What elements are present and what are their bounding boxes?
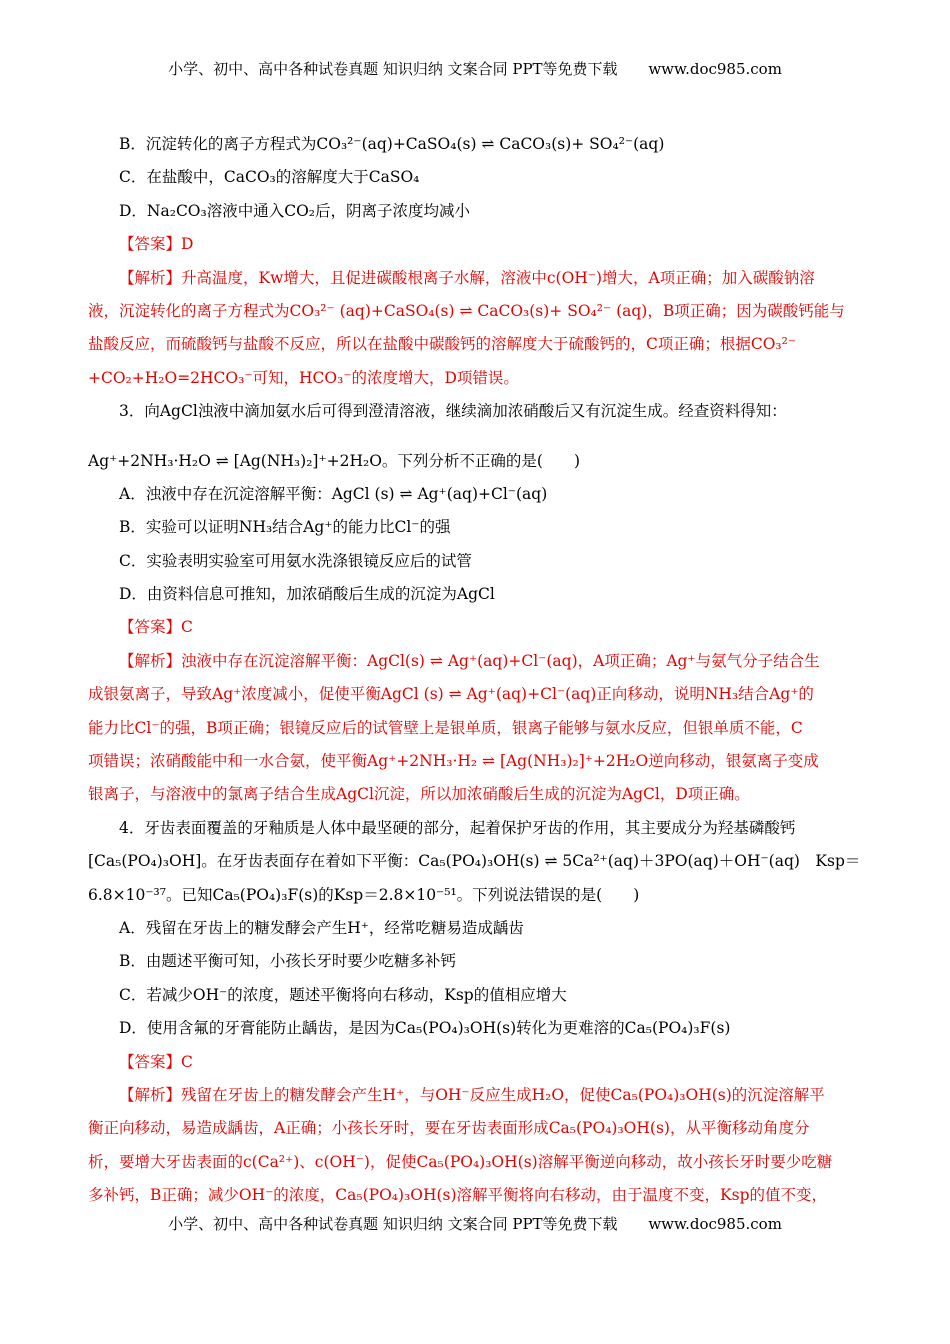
- answer-q3: 【答案】C: [119, 618, 193, 637]
- analysis-q3-line3: 能力比Cl⁻的强，B项正确；银镜反应后的试管壁上是银单质，银离子能够与氨水反应，但银单质不能，C: [88, 718, 803, 737]
- option-d-q2: D．Na₂CO₃溶液中通入CO₂后，阴离子浓度均减小: [119, 201, 471, 220]
- option-d-q3: D．由资料信息可推知，加浓硝酸后生成的沉淀为AgCl: [119, 585, 495, 604]
- analysis-q4-line4: 多补钙，B正确；减少OH⁻的浓度，Ca₅(PO₄)₃OH(s)溶解平衡将向右移动，由于温度不变，Ksp的值不变，: [88, 1186, 827, 1205]
- option-a-q4: A．残留在牙齿上的糖发酵会产生H⁺，经常吃糖易造成龋齿: [119, 918, 524, 937]
- page-footer: [0, 1213, 950, 1234]
- option-c-q4: C．若减少OH⁻的浓度，题述平衡将向右移动，Ksp的值相应增大: [119, 985, 567, 1004]
- question-4-stem-line2: [Ca₅(PO₄)₃OH]。在牙齿表面存在着如下平衡：Ca₅(PO₄)₃OH(s) ⇌ 5Ca²⁺(aq)＋3PO(aq)＋OH⁻(aq) Ksp＝: [88, 852, 861, 871]
- analysis-q3-line2: 成银氨离子，导致Ag⁺浓度减小，促使平衡AgCl (s) ⇌ Ag⁺(aq)+Cl⁻(aq)正向移动，说明NH₃结合Ag⁺的: [88, 685, 814, 704]
- question-4-stem-line1: 4．牙齿表面覆盖的牙釉质是人体中最坚硬的部分，起着保护牙齿的作用，其主要成分为羟基磷酸钙: [119, 818, 796, 837]
- analysis-q3-line1: 【解析】浊液中存在沉淀溶解平衡：AgCl(s) ⇌ Ag⁺(aq)+Cl⁻(aq)，A项正确；Ag⁺与氨气分子结合生: [119, 651, 820, 670]
- footer-text: 小学、初中、高中各种试卷真题 知识归纳 文案合同 PPT等免费下载: [168, 1215, 618, 1233]
- document-body: [88, 128, 864, 1213]
- analysis-q2-line2: 液，沉淀转化的离子方程式为CO₃²⁻ (aq)+CaSO₄(s) ⇌ CaCO₃(s)+ SO₄²⁻ (aq)，B项正确；因为碳酸钙能与: [88, 301, 845, 320]
- analysis-q2-line1: 【解析】升高温度，Kw增大，且促进碳酸根离子水解，溶液中c(OH⁻)增大，A项正确；加入碳酸钠溶: [119, 268, 815, 287]
- question-3-equation: Ag⁺+2NH₃·H₂O ⇌ [Ag(NH₃)₂]⁺+2H₂O。下列分析不正确的是( ): [88, 451, 581, 470]
- question-3-stem: 3．向AgCl浊液中滴加氨水后可得到澄清溶液，继续滴加浓硝酸后又有沉淀生成。经查资料得知：: [119, 402, 787, 421]
- analysis-q3-line5: 银离子，与溶液中的氯离子结合生成AgCl沉淀，所以加浓硝酸后生成的沉淀为AgCl，D项正确。: [88, 785, 750, 804]
- header-site[interactable]: www.doc985.com: [648, 60, 782, 78]
- analysis-q2-line4: +CO₂+H₂O=2HCO₃⁻可知，HCO₃⁻的浓度增大，D项错误。: [88, 368, 519, 387]
- analysis-q4-line2: 衡正向移动，易造成龋齿，A正确；小孩长牙时，要在牙齿表面形成Ca₅(PO₄)₃OH(s)，从平衡移动角度分: [88, 1119, 810, 1138]
- analysis-q2-line3: 盐酸反应，而硫酸钙与盐酸不反应，所以在盐酸中碳酸钙的溶解度大于硫酸钙的，C项正确；根据CO₃²⁻: [88, 335, 797, 354]
- analysis-q4-line1: 【解析】残留在牙齿上的糖发酵会产生H⁺，与OH⁻反应生成H₂O，促使Ca₅(PO₄)₃OH(s)的沉淀溶解平: [119, 1085, 825, 1104]
- analysis-q3-line4: 项错误；浓硝酸能中和一水合氨，使平衡Ag⁺+2NH₃·H₂ ⇌ [Ag(NH₃)₂]⁺+2H₂O逆向移动，银氨离子变成: [88, 752, 819, 771]
- option-c-q2: C．在盐酸中，CaCO₃的溶解度大于CaSO₄: [119, 168, 420, 187]
- analysis-q4-line3: 析，要增大牙齿表面的c(Ca²⁺)、c(OH⁻)，促使Ca₅(PO₄)₃OH(s)溶解平衡逆向移动，故小孩长牙时要少吃糖: [88, 1152, 833, 1171]
- option-b-q4: B．由题述平衡可知，小孩长牙时要少吃糖多补钙: [119, 952, 456, 971]
- option-d-q4: D．使用含氟的牙膏能防止龋齿，是因为Ca₅(PO₄)₃OH(s)转化为更难溶的Ca₅(PO₄)₃F(s): [119, 1019, 731, 1038]
- option-a-q3: A．浊液中存在沉淀溶解平衡：AgCl (s) ⇌ Ag⁺(aq)+Cl⁻(aq): [119, 484, 548, 503]
- option-c-q3: C．实验表明实验室可用氨水洗涤银镜反应后的试管: [119, 551, 472, 570]
- header-text: 小学、初中、高中各种试卷真题 知识归纳 文案合同 PPT等免费下载: [168, 60, 618, 78]
- footer-site[interactable]: www.doc985.com: [648, 1215, 782, 1233]
- answer-q2: 【答案】D: [119, 235, 194, 254]
- page-header: [0, 58, 950, 79]
- answer-q4: 【答案】C: [119, 1052, 193, 1071]
- option-b-q3: B．实验可以证明NH₃结合Ag⁺的能力比Cl⁻的强: [119, 518, 451, 537]
- question-4-stem-line3: 6.8×10⁻³⁷。已知Ca₅(PO₄)₃F(s)的Ksp＝2.8×10⁻⁵¹。下列说法错误的是( ): [88, 885, 640, 904]
- option-b-q2: B．沉淀转化的离子方程式为CO₃²⁻(aq)+CaSO₄(s) ⇌ CaCO₃(s)+ SO₄²⁻(aq): [119, 135, 665, 153]
